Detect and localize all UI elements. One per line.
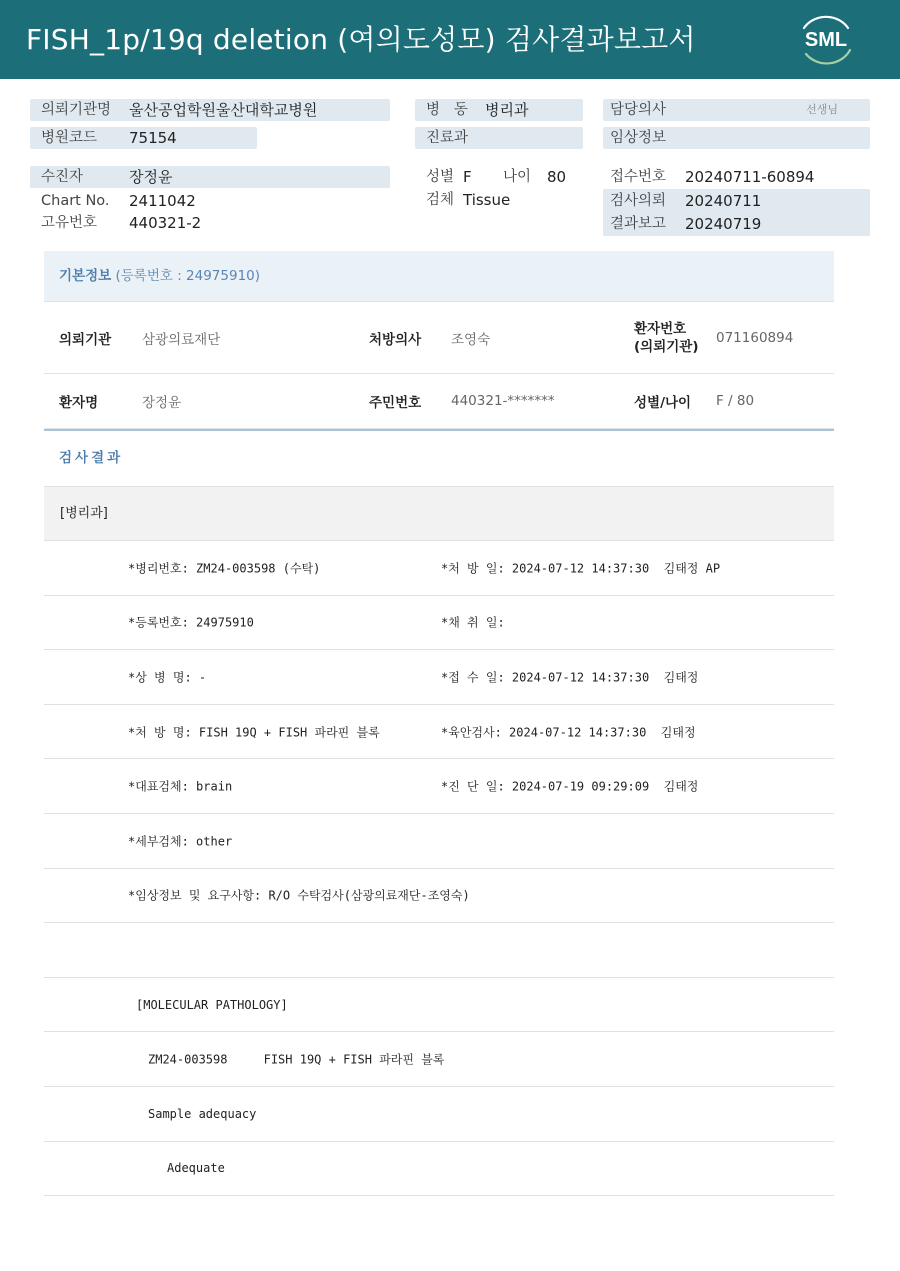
request-value: 20240711: [685, 192, 762, 210]
age-value: 80: [547, 168, 567, 186]
sample-adequacy-value: Adequate: [167, 1161, 225, 1176]
patient-field: [30, 166, 390, 188]
institution-label: 의뢰기관명: [41, 102, 112, 118]
dates-box: [603, 189, 870, 236]
sample-adequacy-row: [44, 1087, 834, 1142]
rrn-label: 주민번호: [369, 395, 422, 411]
receipt-field: [603, 166, 870, 188]
ward-label: 병 동: [426, 102, 468, 118]
report-header: [0, 0, 900, 79]
sex-label: 성별: [426, 169, 455, 185]
doctor-field: [603, 99, 870, 121]
molecular-line-row: [44, 1032, 834, 1087]
specimen-label: 검체: [426, 192, 455, 208]
hospital-code-value: 75154: [129, 129, 177, 147]
hospital-code-label: 병원코드: [41, 130, 98, 146]
patient-name-value: 장정윤: [142, 395, 182, 411]
receipt-value: 20240711-60894: [685, 168, 815, 186]
results-title: 검사결과: [44, 431, 834, 487]
age-label: 나이: [503, 169, 532, 185]
hospital-code-field: [30, 127, 257, 149]
institution-value: 울산공업학원울산대학교병원: [129, 101, 318, 119]
prescriber-label: 처방의사: [369, 331, 422, 348]
result-row: *세부검체: other: [44, 814, 834, 869]
inst-value: 삼광의료재단: [142, 331, 221, 348]
patient-id-value: 071160894: [716, 329, 794, 346]
sample-adequacy-value-row: [44, 1142, 834, 1197]
chart-no-value: 2411042: [129, 192, 196, 210]
result-row: *처 방 명: FISH 19Q + FISH 파라핀 블록 *육안검사: 2024-07-12 14:37:30 김태정: [44, 705, 834, 760]
sex-age-field: [415, 166, 583, 188]
rrn-value: 440321-*******: [451, 393, 555, 409]
report-date-value: 20240719: [685, 215, 762, 233]
unique-no-value: 440321-2: [129, 214, 202, 232]
unique-no-label: 고유번호: [41, 215, 98, 231]
unique-no-field: [30, 212, 390, 234]
chart-no-field: [30, 190, 390, 212]
result-row: *병리번호: ZM24-003598 (수탁) *처 방 일: 2024-07-12 14:37:30 김태정 AP: [44, 541, 834, 596]
result-row: *상 병 명: - *접 수 일: 2024-07-12 14:37:30 김태정: [44, 650, 834, 705]
dept-field: [415, 127, 583, 149]
prescriber-value: 조영숙: [451, 331, 491, 348]
report-date-label: 결과보고: [610, 216, 667, 232]
molecular-header-row: [44, 978, 834, 1033]
basic-info-title: 기본정보: [59, 268, 112, 284]
report-date-field: [603, 213, 870, 235]
result-row: *등록번호: 24975910 *채 취 일:: [44, 596, 834, 651]
request-label: 검사의뢰: [610, 193, 667, 209]
request-field: [603, 190, 870, 212]
dept-row: [병리과]: [44, 487, 834, 541]
result-row: *대표검체: brain *진 단 일: 2024-07-19 09:29:09 김태정: [44, 759, 834, 814]
registration-number: (등록번호 : 24975910): [115, 268, 261, 284]
sml-logo: [794, 10, 858, 68]
sex-age-value: F / 80: [716, 393, 755, 409]
report-title: FISH_1p/19q deletion (여의도성모) 검사결과보고서: [26, 23, 696, 56]
chart-no-label: Chart No.: [41, 193, 110, 209]
patient-value: 장정윤: [129, 168, 173, 186]
basic-info-row-2: [44, 374, 834, 429]
basic-info-row-1: [44, 302, 834, 374]
molecular-header: [MOLECULAR PATHOLOGY]: [136, 997, 288, 1012]
sex-age-label: 성별/나이: [634, 395, 692, 411]
sex-value: F: [463, 168, 472, 186]
institution-field: [30, 99, 390, 121]
specimen-value: Tissue: [463, 191, 511, 209]
logo-text: SML: [804, 29, 848, 51]
patient-name-label: 환자명: [59, 395, 99, 411]
dept-label: 진료과: [426, 130, 469, 146]
doctor-suffix: 선생님: [806, 103, 838, 116]
ward-field: [415, 99, 583, 121]
inst-label: 의뢰기관: [59, 331, 112, 348]
ward-value: 병리과: [485, 101, 529, 119]
receipt-label: 접수번호: [610, 169, 667, 185]
doctor-label: 담당의사: [610, 102, 667, 118]
sample-adequacy-label: Sample adequacy: [148, 1106, 257, 1121]
result-row-empty: [44, 923, 834, 978]
basic-info-header: [44, 251, 834, 302]
patient-label: 수진자: [41, 169, 84, 185]
patient-id-label: 환자번호 (의뢰기관): [634, 320, 699, 355]
result-row: *임상정보 및 요구사항: R/O 수탁검사(삼광의료재단-조영숙): [44, 869, 834, 924]
clinical-field: [603, 127, 870, 149]
clinical-label: 임상정보: [610, 130, 667, 146]
molecular-line: ZM24-003598 FISH 19Q + FISH 파라핀 블록: [148, 1052, 445, 1067]
report-card: [44, 251, 834, 1196]
specimen-field: [415, 189, 583, 211]
